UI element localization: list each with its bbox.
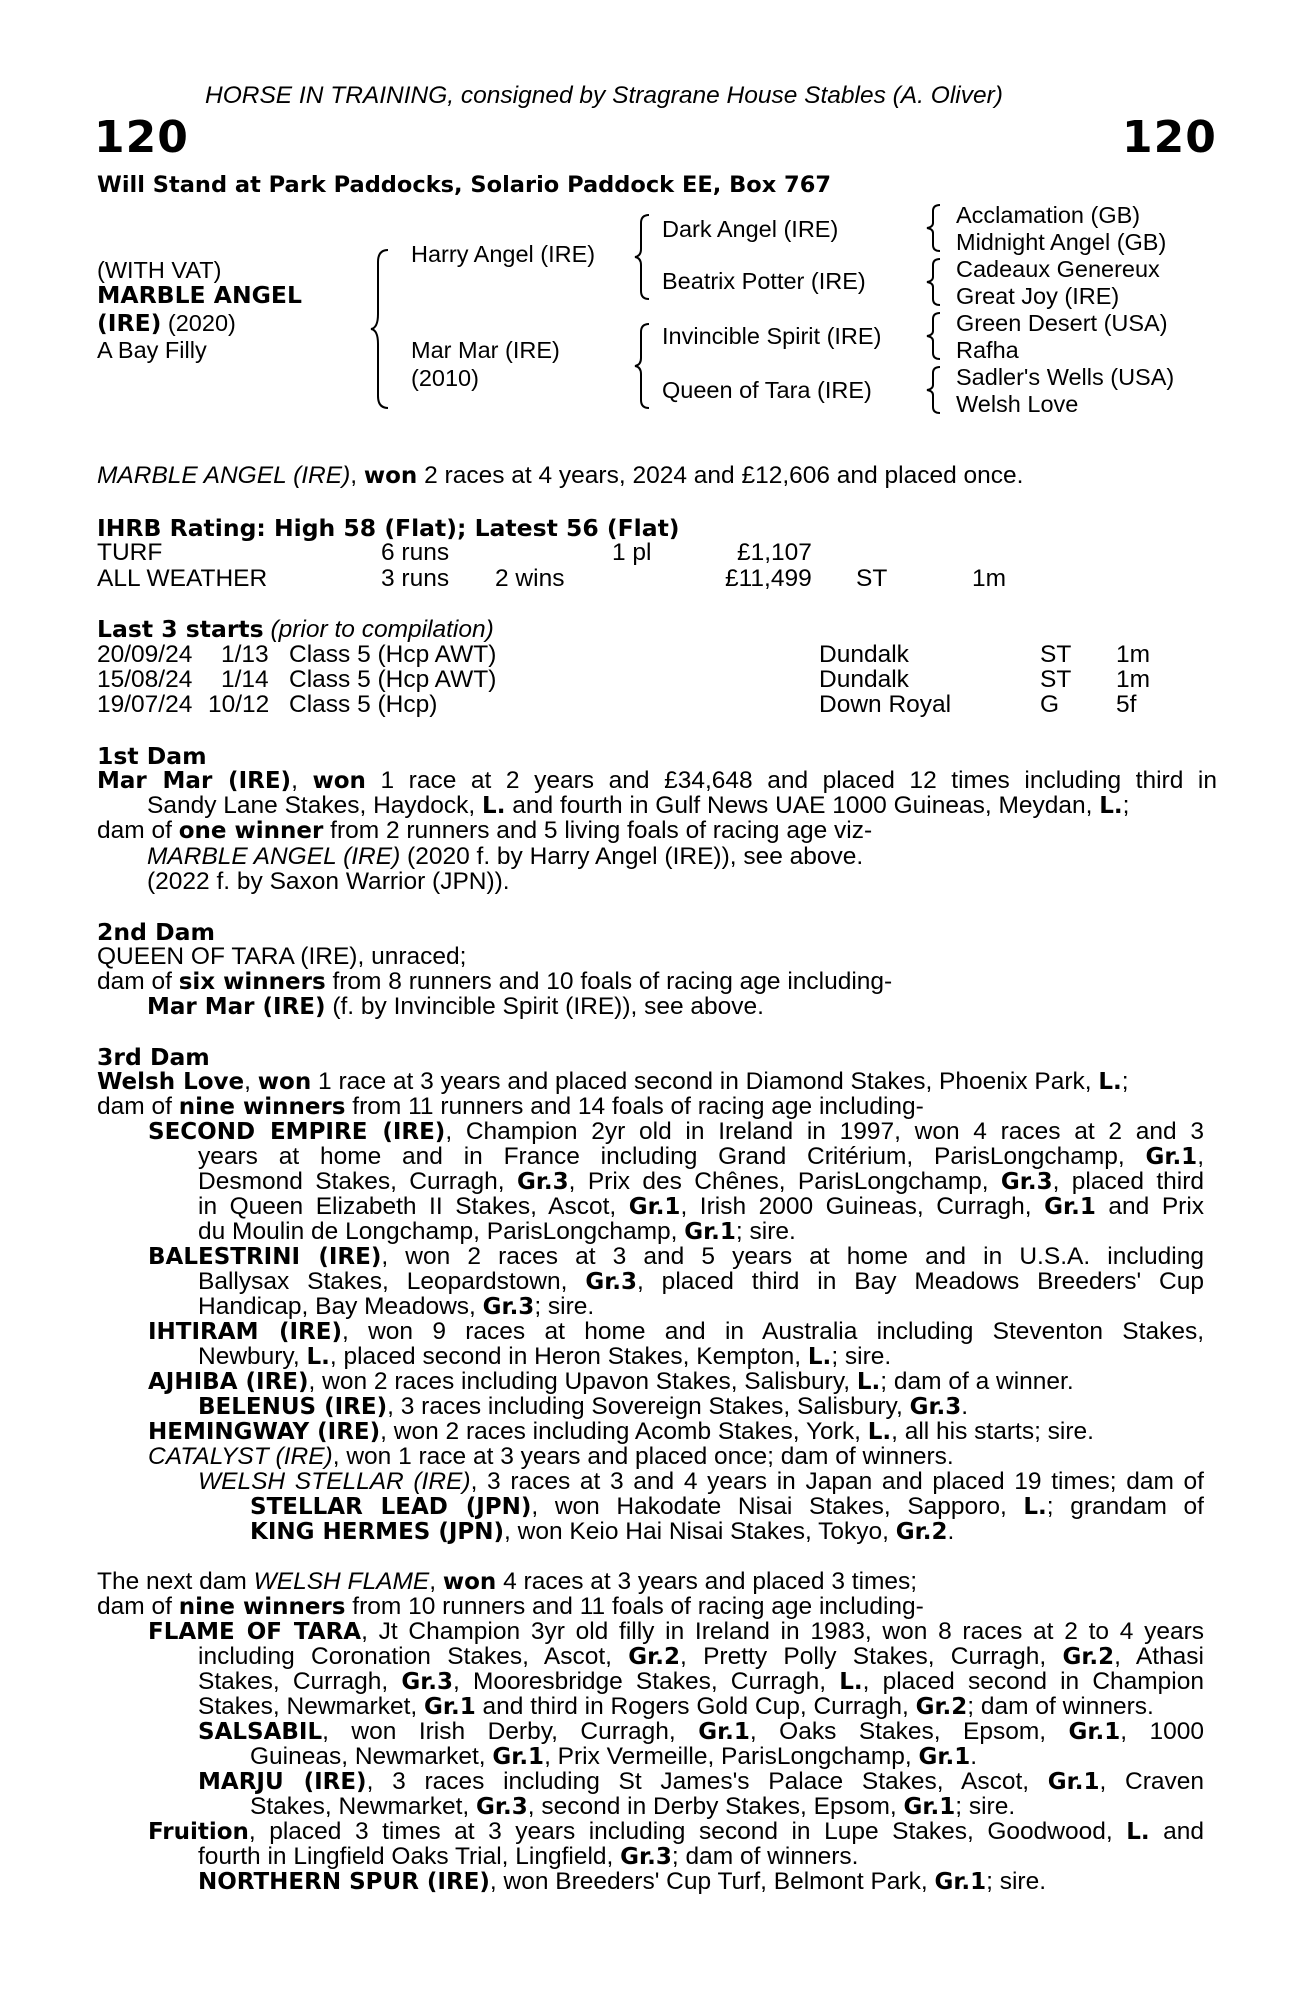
salsabil-line2: Guineas, Newmarket, Gr.1, Prix Vermeille, ParisLongchamp, Gr.1. [250,1743,978,1770]
pedigree-brace-sire [634,213,654,301]
start-going: ST [1040,666,1072,693]
last-starts-heading: Last 3 starts [97,615,264,643]
dam1-title: 1st Dam [97,742,207,770]
rating-runs: 3 runs [381,565,450,592]
dam1-name: Mar Mar (IRE) [97,768,292,794]
salsabil-line1: SALSABIL, won Irish Derby, Curragh, Gr.1, Oaks Stakes, Epsom, Gr.1, 1000 [198,1718,1204,1745]
summary-rest: 2 races at 4 years, 2024 and £12,606 and placed once. [417,462,1024,489]
dam3-line2: dam of nine winners from 11 runners and 14 foals of racing age including- [97,1093,924,1120]
second-empire-line4: in Queen Elizabeth II Stakes, Ascot, Gr.1, Irish 2000 Guineas, Curragh, Gr.1 and Prix [198,1193,1205,1220]
dam-sire: Invincible Spirit (IRE) [662,323,882,349]
summary-won: won [363,463,418,489]
start-distance: 5f [1116,691,1137,718]
start-date: 19/07/24 [97,691,193,718]
pedigree-brace-dam [634,322,654,410]
last-starts-title [97,615,494,644]
dam-sire-sire: Green Desert (USA) [956,310,1168,336]
pedigree-brace-3d [926,365,944,415]
dam3-title: 3rd Dam [97,1043,210,1071]
ihtiram-line1: IHTIRAM (IRE), won 9 races at home and in Australia including Steventon Stakes, [148,1318,1204,1345]
start-position: 1/14 [221,666,269,693]
pedigree-brace-3b [926,257,944,307]
northern-spur-line: NORTHERN SPUR (IRE), won Breeders' Cup Turf, Belmont Park, Gr.1; sire. [198,1868,1047,1895]
dam-sire-dam: Rafha [956,337,1019,363]
sire-sire-dam: Midnight Angel (GB) [956,229,1167,255]
start-date: 20/09/24 [97,641,193,668]
last-starts-note: (prior to compilation) [263,616,494,643]
flame-of-tara-line3: Stakes, Curragh, Gr.3, Mooresbridge Stakes, Curragh, L., placed second in Champion [198,1668,1204,1695]
dam3-line1: Welsh Love, won 1 race at 3 years and placed second in Diamond Stakes, Phoenix Park, L.; [97,1068,1129,1095]
dam: Mar Mar (IRE) [411,337,560,363]
sire-sire-sire: Acclamation (GB) [956,202,1141,228]
horse-name: MARBLE ANGEL [97,281,302,309]
dam-dam-dam: Welsh Love [956,391,1079,417]
start-course: Dundalk [819,641,909,668]
start-position: 10/12 [208,691,270,718]
flame-of-tara-line1: FLAME OF TARA, Jt Champion 3yr old filly in Ireland in 1983, won 8 races at 2 to 4 years [148,1618,1204,1645]
rating-title: IHRB Rating: High 58 (Flat); Latest 56 (Flat) [97,514,680,542]
flame-of-tara-line4: Stakes, Newmarket, Gr.1 and third in Rogers Gold Cup, Curragh, Gr.2; dam of winners. [198,1693,1154,1720]
dam1-line3: dam of one winner from 2 runners and 5 living foals of racing age viz- [97,817,873,844]
balestrini-line2: Ballysax Stakes, Leopardstown, Gr.3, placed third in Bay Meadows Breeders' Cup [198,1268,1204,1295]
second-empire-line3: Desmond Stakes, Curragh, Gr.3, Prix des Chênes, ParisLongchamp, Gr.3, placed third [198,1168,1204,1195]
next-dam-line1: The next dam WELSH FLAME, won 4 races at 3 years and placed 3 times; [97,1568,918,1595]
pedigree-brace-main [370,248,394,410]
rating-placed: 1 pl [612,539,652,566]
ajhiba-line: AJHIBA (IRE), won 2 races including Upavon Stakes, Salisbury, L.; dam of a winner. [148,1368,1074,1395]
marju-line2: Stakes, Newmarket, Gr.3, second in Derby Stakes, Epsom, Gr.1; sire. [250,1793,1016,1820]
start-class: Class 5 (Hcp AWT) [289,641,497,668]
consignment-line: HORSE IN TRAINING, consigned by Stragrane House Stables (A. Oliver) [205,82,1003,109]
summary-horse-name: MARBLE ANGEL (IRE) [97,462,351,489]
dam2-line2: dam of six winners from 8 runners and 10 foals of racing age including- [97,968,893,995]
start-distance: 1m [1116,666,1151,693]
venue-line: Will Stand at Park Paddocks, Solario Paddock EE, Box 767 [97,172,832,198]
start-course: Down Royal [819,691,952,718]
sire-dam: Beatrix Potter (IRE) [662,268,866,294]
start-distance: 1m [1116,641,1151,668]
dam1-won: won [312,768,366,794]
lot-number-left: 120 [94,112,189,163]
lot-number-right: 120 [1122,112,1217,163]
sire-dam-dam: Great Joy (IRE) [956,283,1120,309]
flame-of-tara-line2: including Coronation Stakes, Ascot, Gr.2, Pretty Polly Stakes, Curragh, Gr.2, Athasi [198,1643,1205,1670]
fruition-line1: Fruition, placed 3 times at 3 years including second in Lupe Stakes, Goodwood, L. and [148,1818,1204,1845]
dam1-line4: MARBLE ANGEL (IRE) (2020 f. by Harry Angel (IRE)), see above. [147,843,864,870]
hemingway-line: HEMINGWAY (IRE), won 2 races including Acomb Stakes, York, L., all his starts; sire. [148,1418,1094,1445]
rating-going: ST [856,565,888,592]
pedigree-brace-3a [926,203,944,253]
rating-prize: £1,107 [737,539,812,566]
welsh-stellar-line: WELSH STELLAR (IRE), 3 races at 3 and 4 years in Japan and placed 19 times; dam of [198,1468,1204,1495]
dam-dam: Queen of Tara (IRE) [662,377,872,403]
sire-sire: Dark Angel (IRE) [662,216,839,242]
start-course: Dundalk [819,666,909,693]
ihtiram-line2: Newbury, L., placed second in Heron Stakes, Kempton, L.; sire. [198,1343,892,1370]
start-going: G [1040,691,1060,718]
rating-prize: £11,499 [725,565,812,592]
dam-year: (2010) [411,365,479,391]
next-dam-line2: dam of nine winners from 10 runners and 11 foals of racing age including- [97,1593,924,1620]
vat-label: (WITH VAT) [97,257,222,283]
rating-surface: ALL WEATHER [97,565,268,592]
summary-sep: , [350,462,364,489]
balestrini-line3: Handicap, Bay Meadows, Gr.3; sire. [198,1293,595,1320]
rating-distance: 1m [972,565,1007,592]
dam1-line2: Sandy Lane Stakes, Haydock, L. and fourth in Gulf News UAE 1000 Guineas, Meydan, L.; [147,792,1130,819]
marju-line1: MARJU (IRE), 3 races including St James's Palace Stakes, Ascot, Gr.1, Craven [198,1768,1205,1795]
horse-year: (2020) [161,310,236,336]
start-going: ST [1040,641,1072,668]
start-class: Class 5 (Hcp AWT) [289,666,497,693]
start-date: 15/08/24 [97,666,193,693]
dam2-line3: Mar Mar (IRE) (f. by Invincible Spirit (IRE)), see above. [147,993,764,1020]
sire: Harry Angel (IRE) [411,241,596,267]
second-empire-line1: SECOND EMPIRE (IRE), Champion 2yr old in Ireland in 1997, won 4 races at 2 and 3 [148,1118,1204,1145]
start-position: 1/13 [221,641,269,668]
dam1-line1: Mar Mar (IRE), won 1 race at 2 years and £34,648 and placed 12 times including third in [97,767,1217,794]
horse-description: A Bay Filly [97,337,207,363]
sire-dam-sire: Cadeaux Genereux [956,256,1160,282]
second-empire-line5: du Moulin de Longchamp, ParisLongchamp, Gr.1; sire. [198,1218,796,1245]
second-empire-line2: years at home and in France including Grand Critérium, ParisLongchamp, Gr.1, [198,1143,1204,1170]
stellar-lead-line: STELLAR LEAD (JPN), won Hakodate Nisai Stakes, Sapporo, L.; grandam of [250,1493,1204,1520]
rating-wins: 2 wins [495,565,565,592]
horse-country: (IRE) [97,309,162,337]
balestrini-line1: BALESTRINI (IRE), won 2 races at 3 and 5 years at home and in U.S.A. including [148,1243,1204,1270]
rating-runs: 6 runs [381,539,450,566]
horse-name-country-year [97,309,236,337]
rating-surface: TURF [97,539,163,566]
dam1-line5: (2022 f. by Saxon Warrior (JPN)). [147,868,510,895]
race-summary [97,462,1217,490]
dam2-line1: QUEEN OF TARA (IRE), unraced; [97,943,467,970]
dam2-title: 2nd Dam [97,918,215,946]
fruition-line2: fourth in Lingfield Oaks Trial, Lingfield, Gr.3; dam of winners. [198,1843,859,1870]
king-hermes-line: KING HERMES (JPN), won Keio Hai Nisai Stakes, Tokyo, Gr.2. [250,1518,955,1545]
start-class: Class 5 (Hcp) [289,691,438,718]
pedigree-brace-3c [926,311,944,361]
belenus-line: BELENUS (IRE), 3 races including Sovereign Stakes, Salisbury, Gr.3. [198,1393,969,1420]
catalyst-line: CATALYST (IRE), won 1 race at 3 years and placed once; dam of winners. [148,1443,954,1470]
dam-dam-sire: Sadler's Wells (USA) [956,364,1175,390]
